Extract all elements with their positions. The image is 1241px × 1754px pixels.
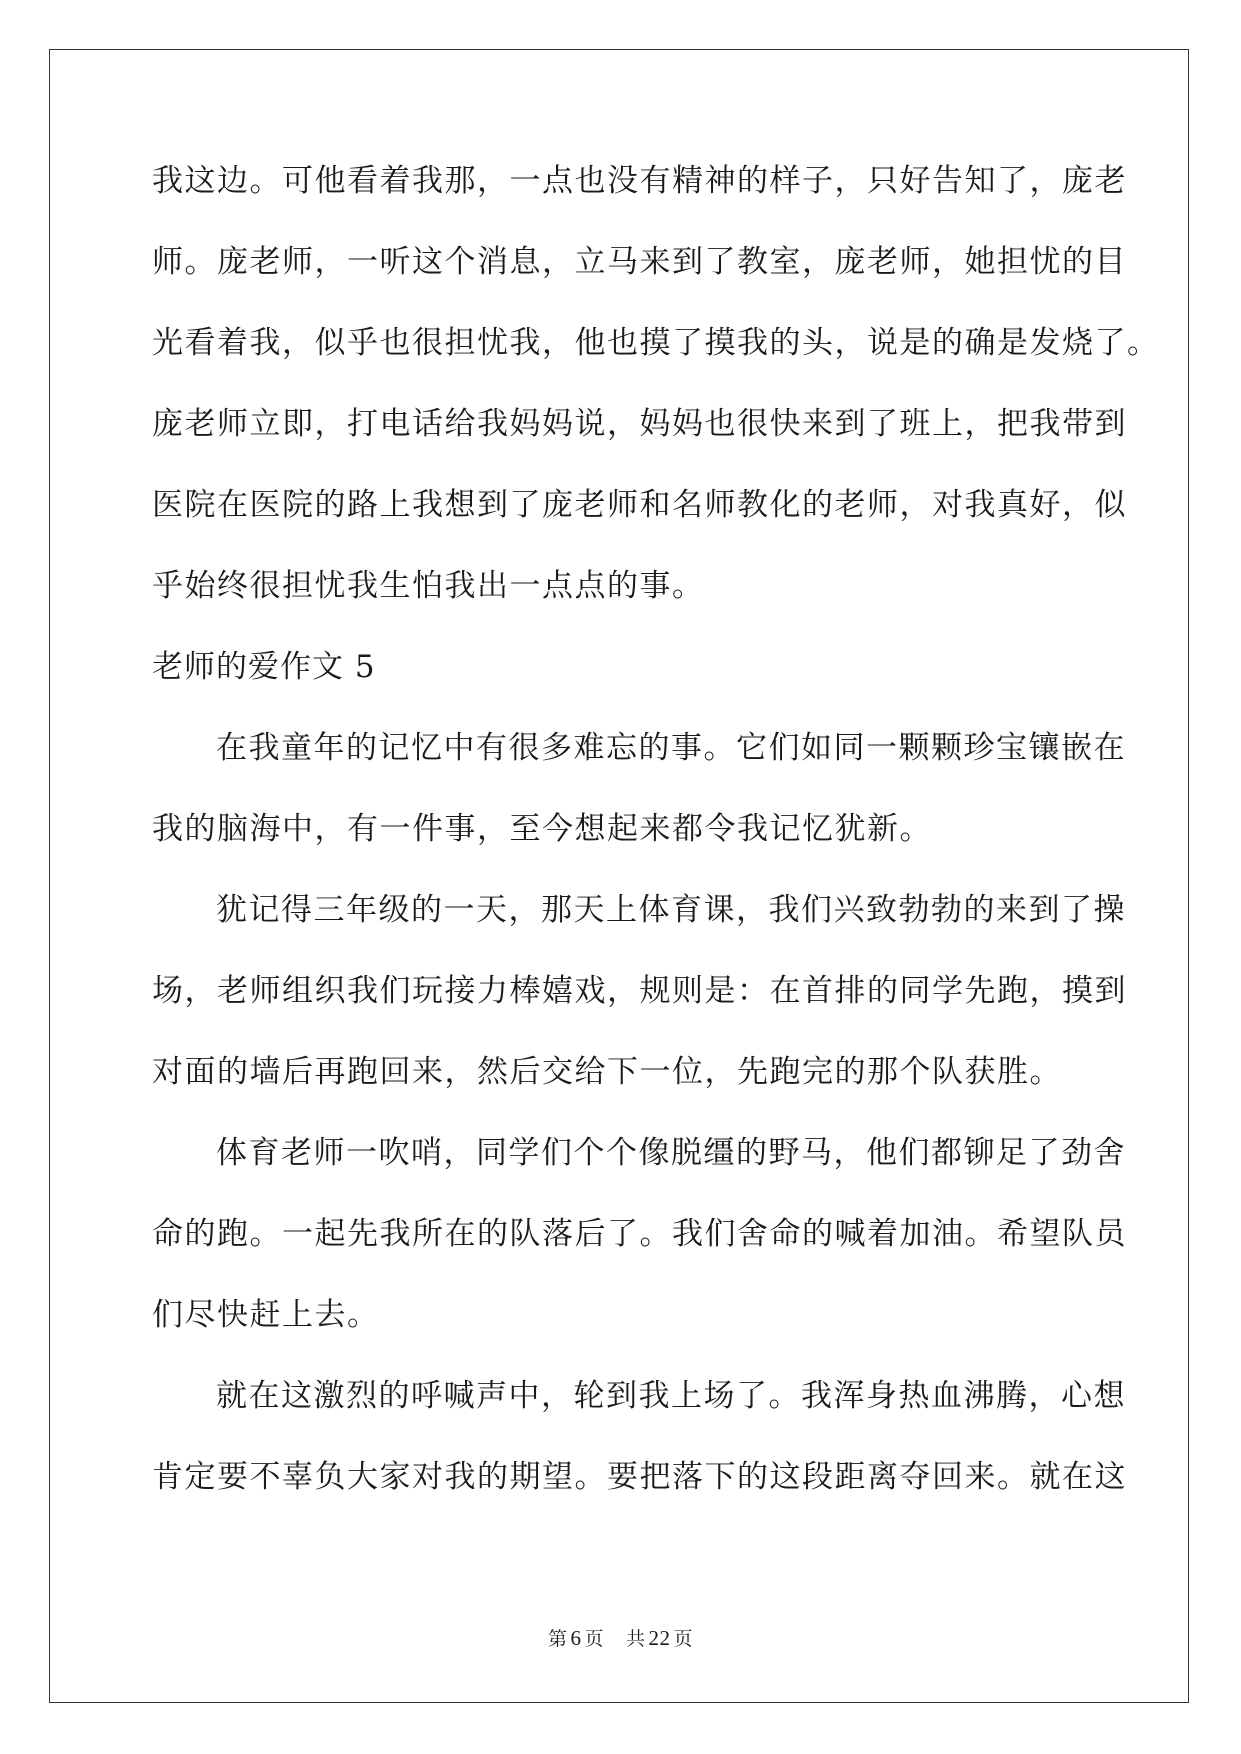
- paragraph-first-line: 就在这激烈的呼喊声中，轮到我上场了。我浑身热血沸腾，心想: [216, 1378, 1126, 1414]
- page-suffix: 页: [584, 1628, 604, 1650]
- text-line: 师。庞老师，一听这个消息，立马来到了教室，庞老师，她担忧的目: [152, 244, 1127, 280]
- text-line: 乎始终很担忧我生怕我出一点点的事。: [152, 568, 705, 604]
- text-line: 肯定要不辜负大家对我的期望。要把落下的这段距离夺回来。就在这: [152, 1459, 1127, 1495]
- text-line: 命的跑。一起先我所在的队落后了。我们舍命的喊着加油。希望队员: [152, 1216, 1127, 1252]
- text-line: 我的脑海中，有一件事，至今想起来都令我记忆犹新。: [152, 811, 932, 847]
- paragraph-first-line: 体育老师一吹哨，同学们个个像脱缰的野马，他们都铆足了劲舍: [216, 1135, 1126, 1171]
- document-body: [152, 159, 1160, 1536]
- page-number: 6: [570, 1626, 582, 1650]
- paragraph-first-line: 犹记得三年级的一天，那天上体育课，我们兴致勃勃的来到了操: [216, 892, 1126, 928]
- section-heading: 老师的爱作文 5: [152, 649, 376, 685]
- total-pages: 22: [648, 1626, 671, 1650]
- text-line: 们尽快赶上去。: [152, 1297, 380, 1333]
- total-prefix: 共: [626, 1628, 646, 1650]
- text-line: 光看着我，似乎也很担忧我，他也摸了摸我的头，说是的确是发烧了。: [152, 325, 1160, 361]
- paragraph-first-line: 在我童年的记忆中有很多难忘的事。它们如同一颗颗珍宝镶嵌在: [216, 730, 1126, 766]
- page-footer: [0, 1626, 1241, 1651]
- total-suffix: 页: [673, 1628, 694, 1650]
- text-line: 庞老师立即，打电话给我妈妈说，妈妈也很快来到了班上，把我带到: [152, 406, 1127, 442]
- text-line: 我这边。可他看着我那，一点也没有精神的样子，只好告知了，庞老: [152, 163, 1127, 199]
- page-prefix: 第: [547, 1628, 568, 1650]
- text-line: 场，老师组织我们玩接力棒嬉戏，规则是：在首排的同学先跑，摸到: [152, 973, 1127, 1009]
- text-line: 对面的墙后再跑回来，然后交给下一位，先跑完的那个队获胜。: [152, 1054, 1062, 1090]
- text-line: 医院在医院的路上我想到了庞老师和名师教化的老师，对我真好，似: [152, 487, 1127, 523]
